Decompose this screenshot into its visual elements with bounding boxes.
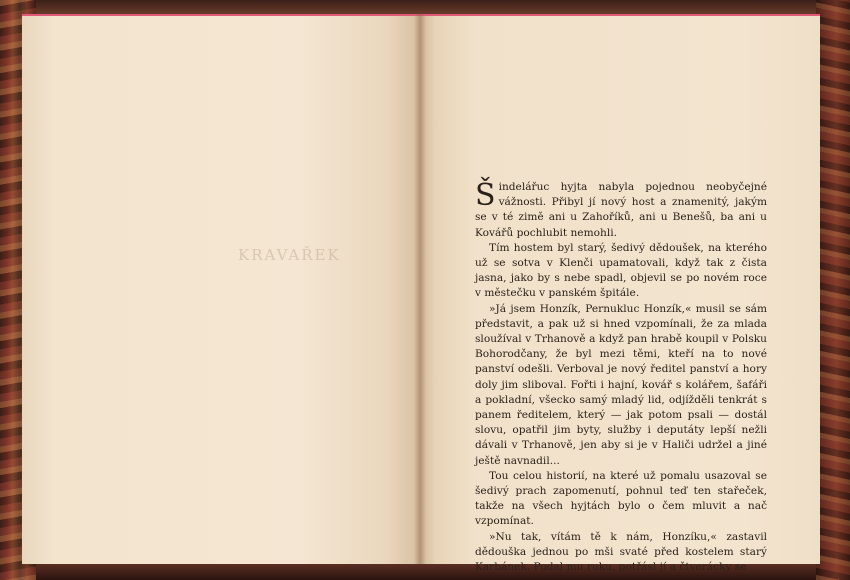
left-page — [22, 14, 420, 564]
drop-cap: Š — [475, 178, 496, 213]
paragraph: Tím hostem byl starý, šedivý dědoušek, na kterého už se sotva v Klenči upamatovali, když tak z čista jasna, jako by s nebe spadl, objevil se po novém roce v městečku v panském špitále. — [475, 241, 767, 300]
paragraph: »Nu tak, vítám tě k nám, Honzíku,« zastavil dědouška jednou po mši svaté před kostelem starý Karbánek. Podal mu ruku, potřásl jí a čtverácky se — [475, 530, 767, 574]
book-cover-right-marbled — [816, 0, 850, 580]
paragraph-text: indelářuc hyjta nabyla pojednou neobyčejné vážnosti. Přibyl jí nový host a znamenitý, jakým se v té zimě ani u Zahoříků, ani u Benešů, ba ani u Kovářů pochlubit nemohli. — [475, 181, 767, 239]
book-cover-top-edge — [0, 0, 850, 14]
chapter-text — [475, 180, 767, 575]
paragraph: »Já jsem Honzík, Pernukluc Honzík,« musil se sám představit, a pak už si hned vzpomínali, že za mlada sloužíval v Trhanově a když pan hrabě koupil v Polsku Bohorodčany, že byl mezi těmi, kteří na to nové panství odešli. Verboval je nový ředitel panství a hory doly jim sliboval. Fořti i hajní, kovář s kolářem, šafáři a pokladní, všecko samý mladý lid, odjížděli tenkrát s panem ředitelem, který — jak potom psali — dostál slovu, opatřil jim byty, služby i deputáty lepší nežli dávali v Trhanově, jen aby si je v Haliči udržel a jiné ještě navnadil... — [475, 302, 767, 467]
show-through-title: KRAVAŘEK — [238, 246, 341, 264]
paragraph: Tou celou historií, na které už pomalu usazoval se šedivý prach zapomenutí, pohnul teď ten stařeček, takže na všech hyjtách bylo o čem mluvit a nač vzpomínat. — [475, 469, 767, 528]
book-gutter — [414, 14, 426, 564]
paragraph — [475, 180, 767, 241]
